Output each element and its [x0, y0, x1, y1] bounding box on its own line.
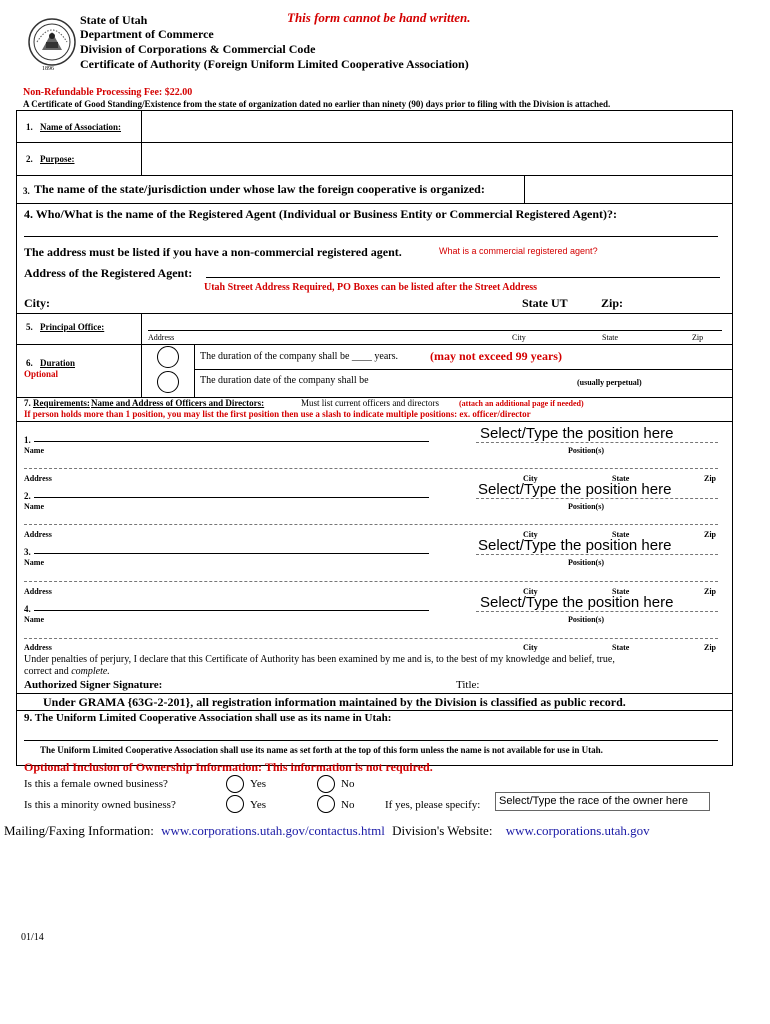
officer-city-label: City [523, 530, 538, 539]
row-divider [16, 142, 733, 143]
officer-positions-label: Position(s) [568, 502, 604, 511]
officer-city-label: City [523, 587, 538, 596]
duration-label: Duration [40, 358, 76, 368]
officer-address-input[interactable] [24, 638, 718, 639]
officer-positions-label: Position(s) [568, 446, 604, 455]
officer-address-label: Address [24, 474, 52, 483]
header-state: State of Utah [80, 13, 148, 27]
officer-num: 1. [24, 435, 31, 445]
officer-positions-label: Position(s) [568, 615, 604, 624]
requirements-note: If person holds more than 1 position, you may list the first position then use a slash to indicate multiple positions: ex. officer/director [24, 409, 531, 419]
handwritten-notice: This form cannot be hand written. [287, 10, 471, 25]
officer-name-input[interactable] [34, 441, 429, 442]
position-underline [476, 442, 718, 443]
agent-address-label: Address of the Registered Agent: [24, 266, 193, 280]
officer-name-input[interactable] [34, 610, 429, 611]
duration-optional: Optional [24, 369, 59, 379]
law-label: The name of the state/jurisdiction under whose law the foreign cooperative is organized: [34, 182, 485, 196]
principal-city-label: City [512, 333, 526, 342]
officer-position-select[interactable]: Select/Type the position here [478, 537, 672, 554]
title-input[interactable] [486, 678, 716, 692]
officer-zip-label: Zip [704, 530, 717, 539]
officer-name-input[interactable] [34, 553, 429, 554]
requirements-desc: Must list current officers and directors [301, 398, 440, 408]
mailing-label: Mailing/Faxing Information: [4, 823, 154, 838]
principal-num: 5. [26, 322, 33, 332]
row-divider [16, 175, 733, 176]
commercial-agent-link[interactable]: What is a commercial registered agent? [439, 246, 598, 256]
female-no-radio[interactable] [317, 775, 335, 793]
title-label: Title: [456, 679, 480, 691]
row-divider [16, 203, 733, 204]
row-divider [194, 369, 733, 370]
purpose-label: Purpose: [40, 154, 75, 164]
name-label: Name of Association: [40, 122, 121, 132]
requirements-attach: (attach an additional page if needed) [459, 399, 584, 408]
female-no-label: No [341, 778, 355, 790]
officer-name-input[interactable] [34, 497, 429, 498]
grama-notice: Under GRAMA {63G-2-201}, all registration information maintained by the Division is classified as public record. [43, 695, 626, 709]
officer-address-input[interactable] [24, 581, 718, 582]
website-url[interactable]: www.corporations.utah.gov [505, 823, 650, 838]
declaration-text: Under penalties of perjury, I declare that this Certificate of Authority has been examined by me and is, to the best of my knowledge and belief, true, [24, 654, 615, 665]
purpose-num: 2. [26, 154, 33, 164]
utah-address-note: Utah Street Address Required, PO Boxes can be listed after the Street Address [204, 282, 538, 293]
duration-years-limit: (may not exceed 99 years) [430, 349, 562, 363]
principal-address-input[interactable] [148, 330, 722, 331]
mailing-line [4, 823, 650, 839]
officer-name-label: Name [24, 446, 44, 455]
officer-num: 2. [24, 491, 31, 501]
officer-name-label: Name [24, 502, 44, 511]
ownership-title: Optional Inclusion of Ownership Information: This information is not required. [24, 760, 433, 774]
principal-label: Principal Office: [40, 322, 105, 332]
female-yes-radio[interactable] [226, 775, 244, 793]
agent-address-input[interactable] [206, 277, 720, 278]
race-select[interactable]: Select/Type the race of the owner here [495, 792, 710, 811]
requirements-title: Name and Address of Officers and Directors: [91, 398, 265, 408]
row-divider [16, 710, 733, 711]
col-divider [194, 344, 195, 397]
duration-years-text: The duration of the company shall be ____ years. [200, 351, 398, 362]
name-input[interactable] [143, 112, 731, 141]
header-form-title: Certificate of Authority (Foreign Uniform Limited Cooperative Association) [80, 57, 469, 71]
position-underline [476, 498, 718, 499]
declaration-complete: complete. [71, 666, 110, 677]
agent-label: 4. Who/What is the name of the Registered Agent (Individual or Business Entity or Commercial Registered Agent)?: [24, 207, 617, 221]
processing-fee: Non-Refundable Processing Fee: $22.00 [23, 87, 193, 98]
duration-years-radio[interactable] [157, 346, 179, 368]
minority-yes-radio[interactable] [226, 795, 244, 813]
city-label: City: [24, 296, 50, 310]
minority-no-radio[interactable] [317, 795, 335, 813]
officer-zip-label: Zip [704, 474, 717, 483]
officer-name-label: Name [24, 558, 44, 567]
female-question: Is this a female owned business? [24, 778, 168, 790]
col-divider [141, 313, 142, 397]
officer-position-select[interactable]: Select/Type the position here [480, 594, 674, 611]
state-label: State UT [522, 296, 568, 310]
duration-perpetual-note: (usually perpetual) [577, 378, 642, 387]
duration-date-text: The duration date of the company shall be [200, 375, 369, 386]
row-divider [16, 313, 733, 314]
utah-name-label: 9. The Uniform Limited Cooperative Association shall use as its name in Utah: [24, 712, 392, 724]
col-divider [524, 175, 525, 203]
agent-name-input[interactable] [24, 236, 718, 237]
row-divider [16, 421, 733, 422]
officer-name-label: Name [24, 615, 44, 624]
utah-name-note: The Uniform Limited Cooperative Association shall use its name as set forth at the top of this form unless the name is not available for use in Utah. [40, 745, 603, 755]
declaration-text-plain: correct and [24, 666, 72, 677]
zip-label: Zip: [601, 296, 624, 310]
principal-state-label: State [602, 333, 618, 342]
officer-zip-label: Zip [704, 587, 717, 596]
officer-state-label: State [612, 587, 630, 596]
officer-state-label: State [612, 643, 630, 652]
col-divider [141, 110, 142, 175]
position-underline [476, 611, 718, 612]
duration-num: 6. [26, 358, 33, 368]
officer-address-input[interactable] [24, 468, 718, 469]
principal-address-label: Address [148, 333, 175, 342]
officer-address-label: Address [24, 643, 52, 652]
header-division: Division of Corporations & Commercial Code [80, 42, 316, 56]
row-divider [16, 693, 733, 694]
officer-positions-label: Position(s) [568, 558, 604, 567]
requirements-label: Requirements: [33, 398, 90, 408]
position-underline [476, 554, 718, 555]
officer-state-label: State [612, 474, 630, 483]
law-num: 3. [23, 186, 30, 196]
signer-signature-input[interactable] [170, 678, 440, 692]
female-yes-label: Yes [250, 778, 267, 790]
principal-zip-label: Zip [692, 333, 704, 342]
signer-label: Authorized Signer Signature: [24, 679, 163, 691]
state-seal-icon [28, 12, 76, 74]
name-num: 1. [26, 122, 33, 132]
minority-question: Is this a minority owned business? [24, 799, 176, 811]
law-input[interactable] [526, 177, 731, 202]
officer-state-label: State [612, 530, 630, 539]
purpose-input[interactable] [143, 144, 731, 174]
agent-address-note: The address must be listed if you have a non-commercial registered agent. [24, 245, 402, 259]
officer-num: 3. [24, 547, 31, 557]
mailing-url[interactable]: www.corporations.utah.gov/contactus.html [161, 823, 385, 838]
officer-address-label: Address [24, 587, 52, 596]
officer-address-label: Address [24, 530, 52, 539]
declaration-text-cont [24, 666, 110, 677]
website-label: Division's Website: [392, 823, 493, 838]
officer-position-select[interactable]: Select/Type the position here [478, 481, 672, 498]
officer-city-label: City [523, 474, 538, 483]
minority-yes-label: Yes [250, 799, 267, 811]
officer-city-label: City [523, 643, 538, 652]
good-standing-note: A Certificate of Good Standing/Existence from the state of organization dated no earlier than ninety (90) days prior to filing with the Division is attached. [23, 99, 611, 109]
seal-year: 1896 [42, 66, 54, 72]
officer-num: 4. [24, 604, 31, 614]
requirements-num: 7. [24, 398, 31, 408]
form-version: 01/14 [21, 932, 44, 943]
duration-date-radio[interactable] [157, 371, 179, 393]
officer-address-input[interactable] [24, 524, 718, 525]
minority-no-label: No [341, 799, 355, 811]
officer-zip-label: Zip [704, 643, 717, 652]
utah-name-input[interactable] [24, 740, 718, 741]
specify-label: If yes, please specify: [385, 799, 481, 811]
header-department: Department of Commerce [80, 27, 214, 41]
officer-position-select[interactable]: Select/Type the position here [480, 425, 674, 442]
row-divider [16, 344, 733, 345]
